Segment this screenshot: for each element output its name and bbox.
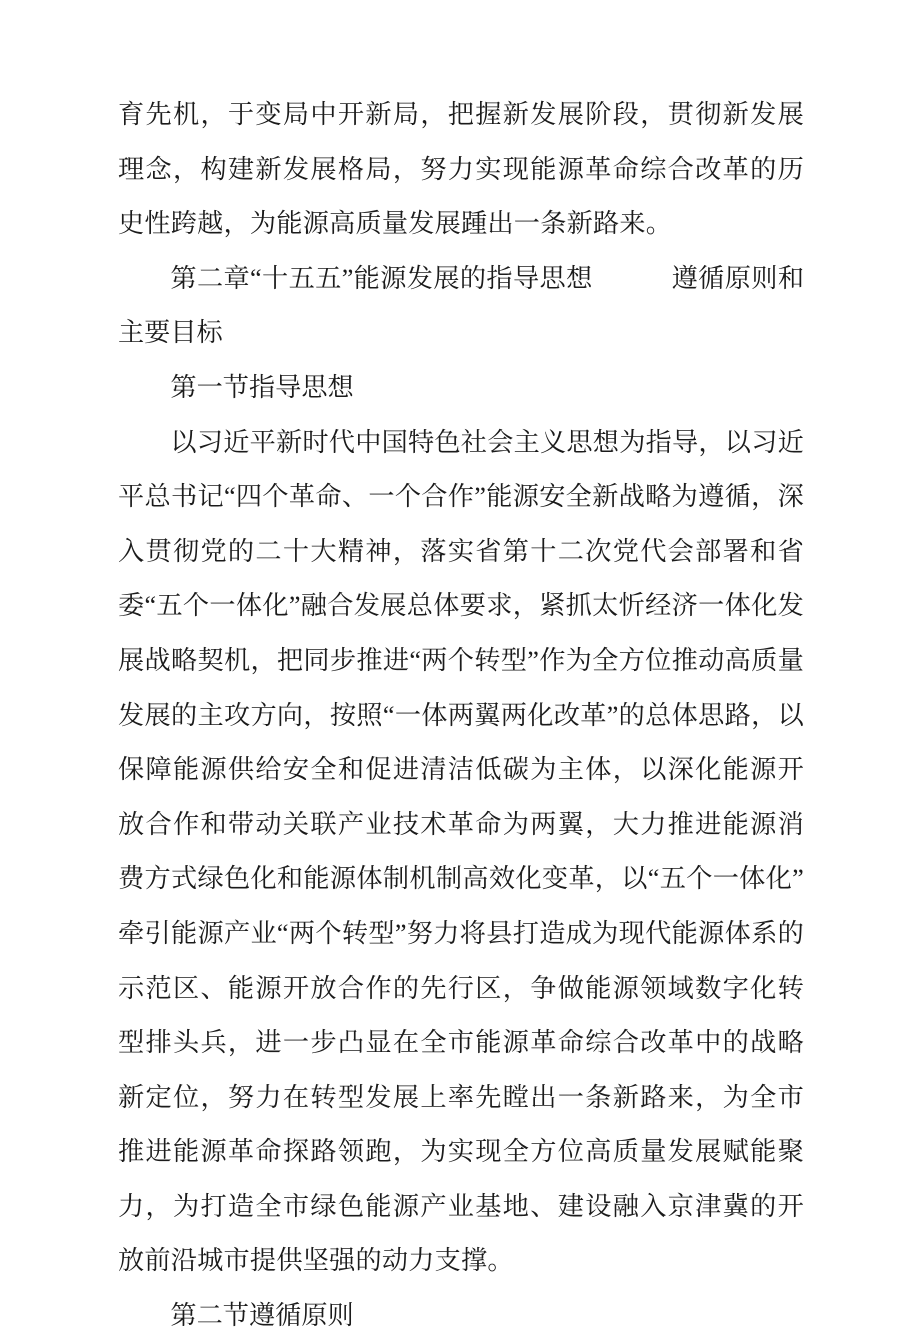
section-heading-first: 第一节指导思想 <box>170 372 354 402</box>
paragraph-opening-continuation: 育先机，于变局中开新局，把握新发展阶段，贯彻新发展理念，构建新发展格局，努力实现能源革命综合改革的历史性跨越，为能源高质量发展踵出一条新路来。 <box>118 100 804 239</box>
chapter-heading-subtitle: 遵循原则和主要目标 <box>118 263 805 348</box>
chapter-heading-title: 第二章“十五五”能源发展的指导思想 <box>170 263 593 293</box>
document-text-column <box>118 88 804 1344</box>
chapter-heading <box>118 252 804 361</box>
section-heading-second: 第二节遵循原则 <box>170 1301 354 1331</box>
paragraph-guiding-thought: 以习近平新时代中国特色社会主义思想为指导，以习近平总书记“四个革命、一个合作”能源安全新战略为遵循，深入贯彻党的二十大精神，落实省第十二次党代会部署和省委“五个一体化”融合发展总体要求，紧抓太忻经济一体化发展战略契机，把同步推进“两个转型”作为全方位推动高质量发展的主攻方向，按照“一体两翼两化改革”的总体思路，以保障能源供给安全和促进清洁低碳为主体，以深化能源开放合作和带动关联产业技术革命为两翼，大力推进能源消费方式绿色化和能源体制机制高效化变革，以“五个一体化”牵引能源产业“两个转型”努力将县打造成为现代能源体系的示范区、能源开放合作的先行区，争做能源领域数字化转型排头兵，进一步凸显在全市能源革命综合改革中的战略新定位，努力在转型发展上率先瞠出一条新路来，为全市推进能源革命探路领跑，为实现全方位高质量发展赋能聚力，为打造全市绿色能源产业基地、建设融入京津冀的开放前沿城市提供坚强的动力支撑。 <box>118 427 804 1276</box>
